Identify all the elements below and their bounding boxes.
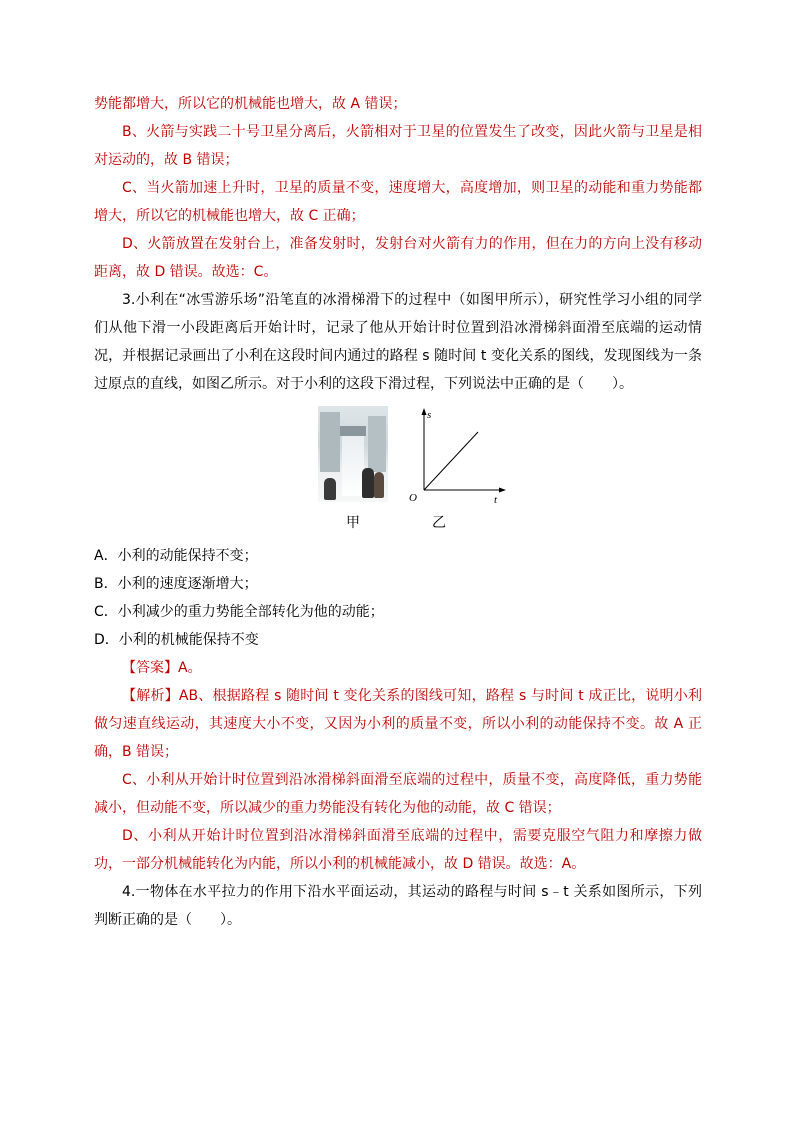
answer-line-c: C、当火箭加速上升时，卫星的质量不变，速度增大，高度增加，则卫星的动能和重力势能都增大，所以它的机械能也增大，故 C 正确； bbox=[94, 180, 702, 224]
answer-label: 【答案】 bbox=[122, 660, 178, 676]
analysis-d: D、小利从开始计时位置到沿冰滑梯斜面滑至底端的过程中，需要克服空气阻力和摩擦力做功，一部分机械能转化为内能，所以小利的机械能减小，故 D 错误。故选：A。 bbox=[94, 828, 702, 872]
question-3-text: 3.小利在“冰雪游乐场”沿笔直的冰滑梯滑下的过程中（如图甲所示），研究性学习小组的同学们从他下滑一小段距离后开始计时，记录了他从开始计时位置到沿冰滑梯斜面滑至底端的运动情况，并根据记录画出了小利在这段时间内通过的路程 s 随时间 t 变化关系的图线，发现图线为一条过原点的直线，如图乙所示。对于小利的这段下滑过程，下列说法中正确的是（ ）。 bbox=[94, 292, 702, 392]
y-axis-label: s bbox=[427, 409, 432, 421]
figure-label-yi: 乙 bbox=[432, 515, 446, 531]
figure-label-jia: 甲 bbox=[346, 515, 360, 531]
answer-line-d: D、火箭放置在发射台上，准备发射时，发射台对火箭有力的作用，但在力的方向上没有移动距离，故 D 错误。故选：C。 bbox=[94, 236, 702, 280]
analysis-ab bbox=[94, 682, 702, 766]
analysis-label: 【解析】 bbox=[122, 688, 179, 704]
x-axis-label: t bbox=[494, 494, 498, 504]
option-a: A．小利的动能保持不变； bbox=[94, 548, 258, 564]
origin-label: O bbox=[409, 492, 417, 504]
s-t-graph bbox=[404, 404, 508, 504]
y-axis-arrow bbox=[422, 408, 427, 415]
s-t-line bbox=[424, 432, 478, 490]
x-axis-arrow bbox=[499, 488, 506, 493]
answer-line bbox=[94, 654, 702, 682]
question-4-text: 4.一物体在水平拉力的作用下沿水平面运动，其运动的路程与时间 s﹣t 关系如图所示，下列判断正确的是（ ）。 bbox=[94, 884, 702, 928]
option-d: D．小利的机械能保持不变 bbox=[94, 632, 259, 648]
analysis-ab-text: AB、根据路程 s 随时间 t 变化关系的图线可知，路程 s 与时间 t 成正比，说明小利做匀速直线运动，其速度大小不变，又因为小利的质量不变，所以小利的动能保持不变。故 A 正确，B 错误； bbox=[94, 688, 702, 760]
answer-line-b: B、火箭与实践二十号卫星分离后，火箭相对于卫星的位置发生了改变，因此火箭与卫星是相对运动的，故 B 错误； bbox=[94, 124, 702, 168]
option-c: C．小利减少的重力势能全部转化为他的动能； bbox=[94, 604, 384, 620]
answer-value: A。 bbox=[178, 660, 202, 676]
analysis-c: C、小利从开始计时位置到沿冰滑梯斜面滑至底端的过程中，质量不变，高度降低，重力势能减小，但动能不变，所以减少的重力势能没有转化为他的动能，故 C 错误； bbox=[94, 772, 702, 816]
answer-line-a: 势能都增大，所以它的机械能也增大，故 A 错误； bbox=[94, 96, 407, 112]
ice-slide-photo bbox=[318, 406, 388, 502]
option-b: B．小利的速度逐渐增大； bbox=[94, 576, 258, 592]
question-3-figure bbox=[318, 404, 508, 536]
